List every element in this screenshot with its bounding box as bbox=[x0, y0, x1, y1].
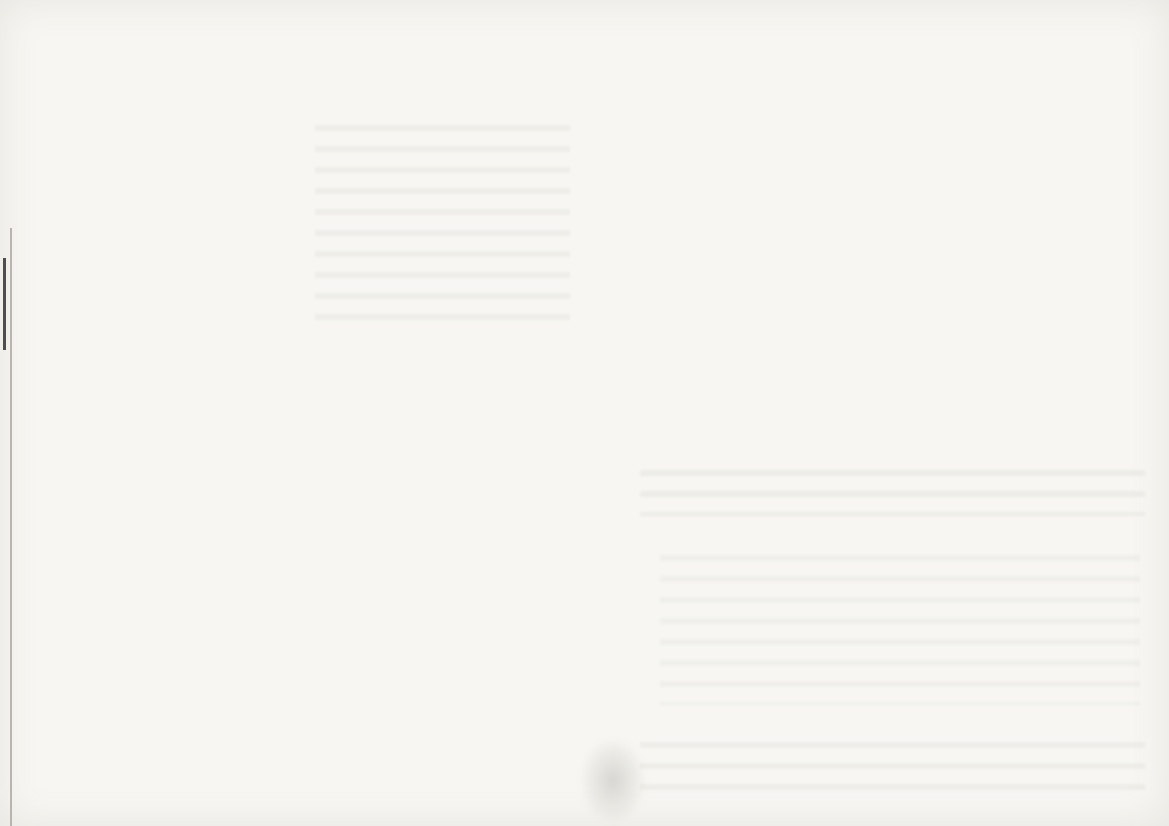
bleedthrough-texture bbox=[640, 742, 1145, 804]
figure4-eclipse-minimum-chart bbox=[608, 496, 1169, 736]
scan-edge-line bbox=[10, 228, 12, 826]
scan-margin-mark bbox=[3, 258, 6, 350]
figure3-lightcurve-chart bbox=[598, 46, 1169, 426]
page-gutter-shadow bbox=[578, 735, 648, 826]
figure2-spectrum-chart bbox=[80, 48, 585, 340]
